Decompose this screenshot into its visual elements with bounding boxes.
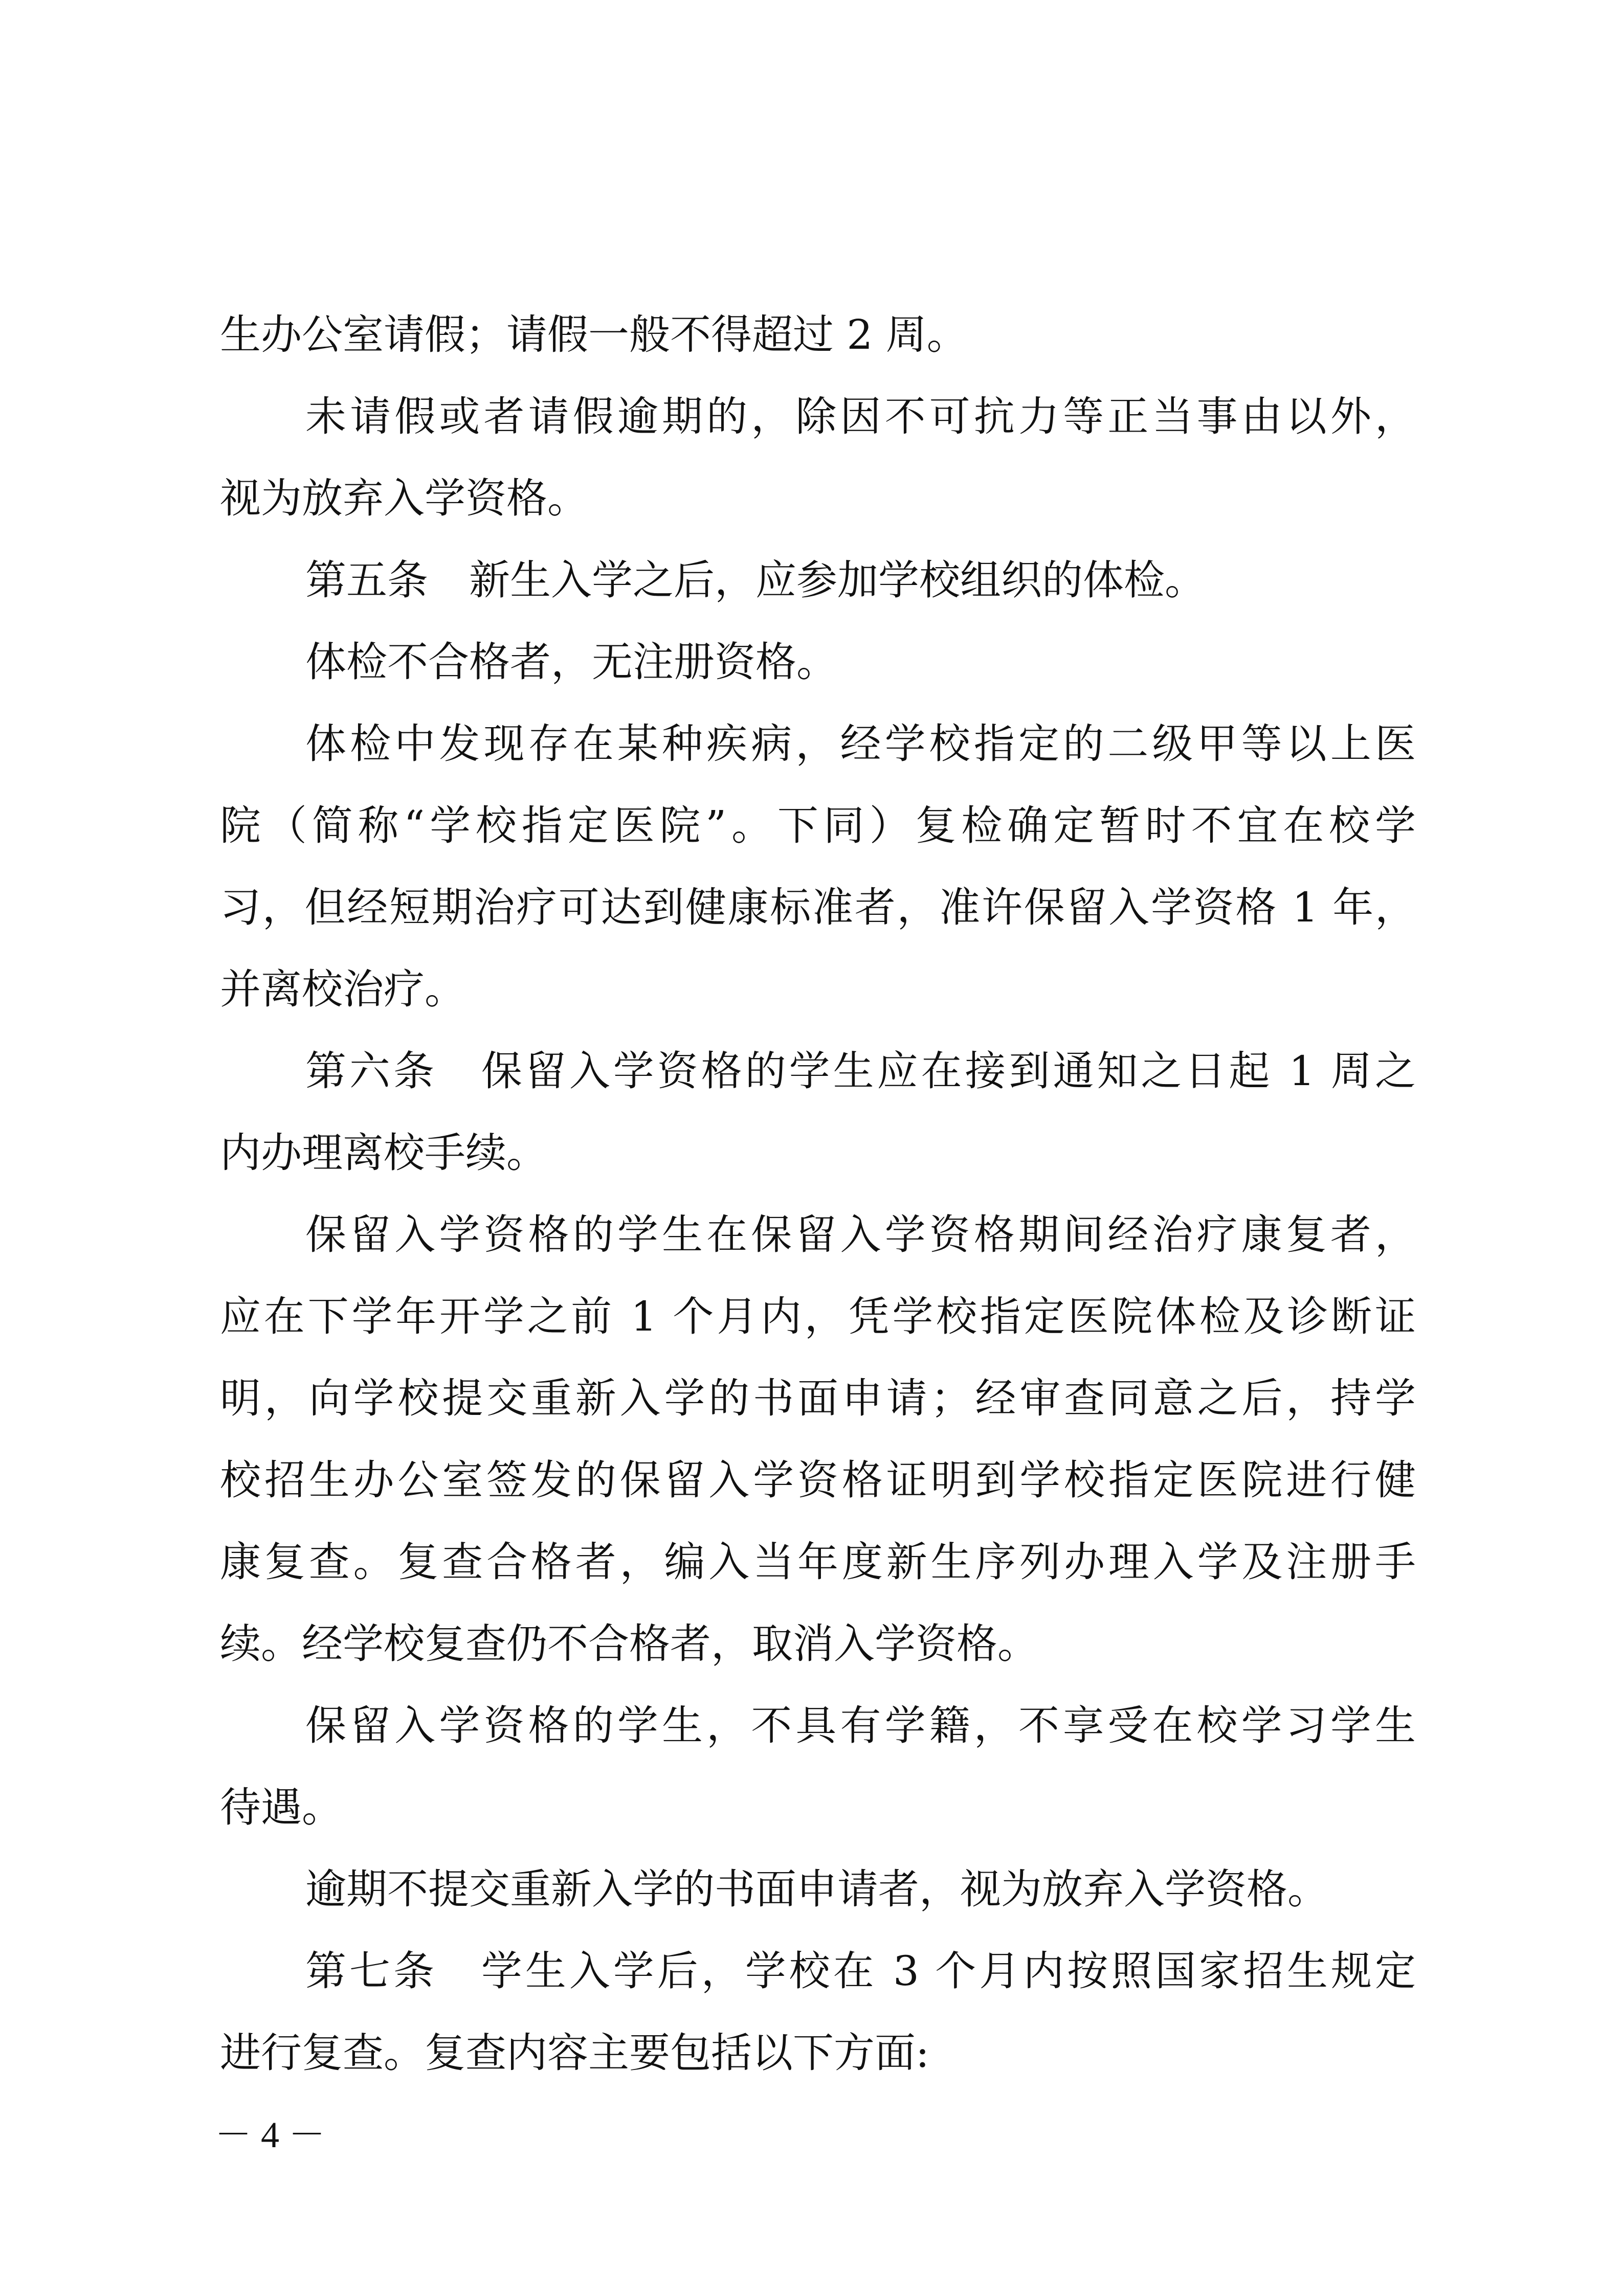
page-number: － 4 － — [215, 2114, 326, 2155]
text-line: 视为放弃入学资格。 — [220, 475, 588, 522]
text-line: 进行复查。复查内容主要包括以下方面: — [220, 2029, 929, 2077]
text-line: 体检中发现存在某种疾病，经学校指定的二级甲等以上医 — [305, 720, 1416, 768]
text-line: 院（简称“学校指定医院”。下同）复检确定暂时不宜在校学 — [220, 802, 1416, 849]
text-line: 续。经学校复查仍不合格者，取消入学资格。 — [220, 1620, 1038, 1668]
text-line: 明，向学校提交重新入学的书面申请；经审查同意之后，持学 — [220, 1375, 1416, 1422]
text-line: 康复查。复查合格者，编入当年度新生序列办理入学及注册手 — [220, 1538, 1416, 1586]
text-line: 习，但经短期治疗可达到健康标准者，准许保留入学资格 1 年， — [220, 884, 1416, 931]
text-line: 保留入学资格的学生在保留入学资格期间经治疗康复者， — [305, 1211, 1416, 1258]
text-line: 待遇。 — [220, 1784, 343, 1831]
text-line: 并离校治疗。 — [220, 965, 465, 1013]
text-line: 逾期不提交重新入学的书面申请者，视为放弃入学资格。 — [305, 1865, 1328, 1913]
article-7-heading-line: 第七条 学生入学后，学校在 3 个月内按照国家招生规定 — [305, 1947, 1416, 1995]
text-line: 体检不合格者，无注册资格。 — [305, 638, 837, 686]
text-line: 保留入学资格的学生，不具有学籍，不享受在校学习学生 — [305, 1702, 1416, 1749]
text-line: 内办理离校手续。 — [220, 1129, 547, 1177]
text-line: 应在下学年开学之前 1 个月内，凭学校指定医院体检及诊断证 — [220, 1293, 1416, 1340]
text-line: 生办公室请假；请假一般不得超过 2 周。 — [220, 311, 968, 358]
article-6-heading-line: 第六条 保留入学资格的学生应在接到通知之日起 1 周之 — [305, 1047, 1416, 1095]
article-5-heading-line: 第五条 新生入学之后，应参加学校组织的体检。 — [305, 556, 1206, 604]
text-line: 未请假或者请假逾期的，除因不可抗力等正当事由以外， — [305, 393, 1416, 440]
text-line: 校招生办公室签发的保留入学资格证明到学校指定医院进行健 — [220, 1456, 1416, 1504]
